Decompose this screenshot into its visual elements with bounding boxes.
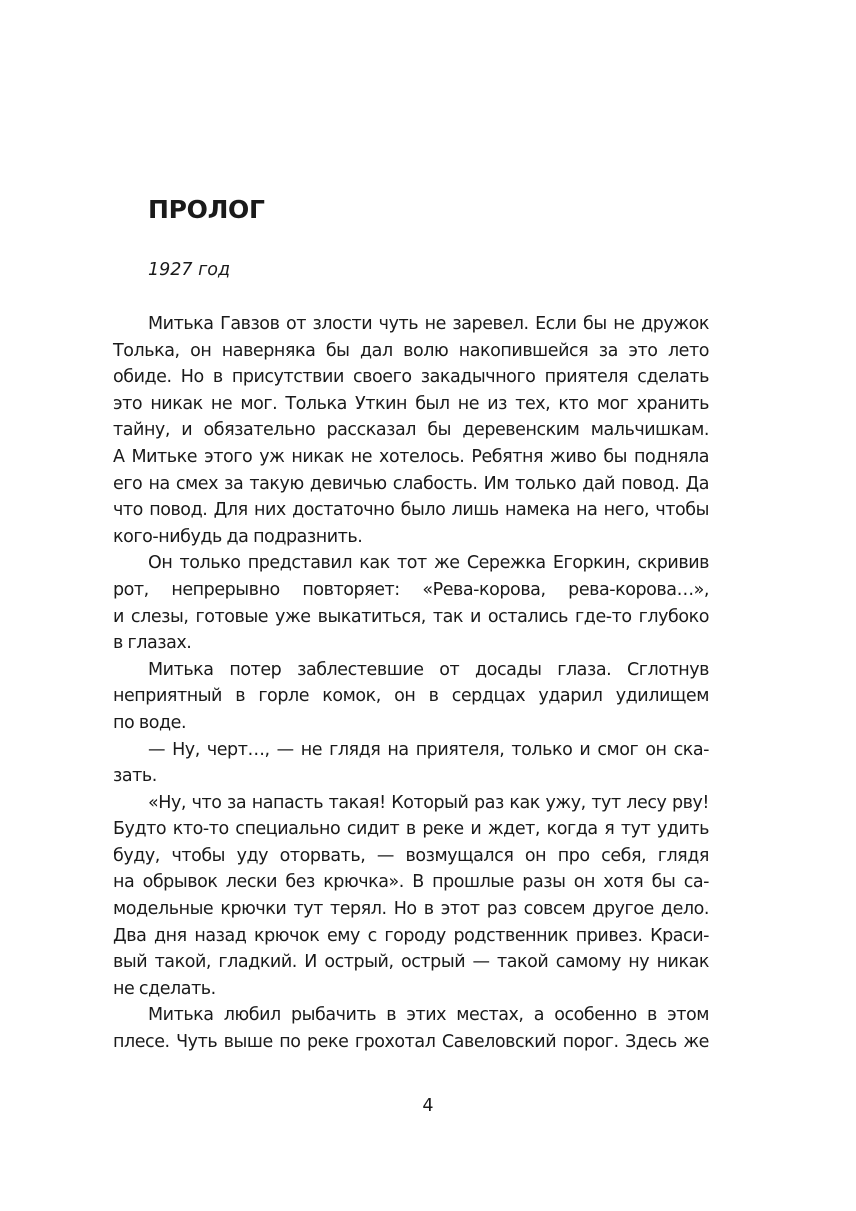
text-line: не сделать.: [113, 978, 216, 999]
paragraph: [113, 311, 709, 550]
paragraph: [113, 1002, 709, 1055]
text-line: и слезы, готовые уже выкатиться, так и остались где-то глубоко: [113, 606, 709, 627]
text-line: это никак не мог. Толька Уткин был не из тех, кто мог хранить: [113, 393, 709, 414]
text-line: Два дня назад крючок ему с городу родственник привез. Краси-: [113, 925, 709, 946]
paragraph: [113, 737, 709, 790]
text-line: А Митьке этого уж никак не хотелось. Ребятня живо бы подняла: [113, 446, 709, 467]
text-line: модельные крючки тут терял. Но в этот раз совсем другое дело.: [113, 899, 709, 920]
text-line: обиде. Но в присутствии своего закадычного приятеля сделать: [113, 367, 709, 388]
text-line: его на смех за такую девичью слабость. Им только дай повод. Да: [113, 473, 709, 494]
text-line: в глазах.: [113, 633, 192, 654]
text-line: Митька Гавзов от злости чуть не заревел. Если бы не дружок: [148, 314, 709, 334]
text-line: по воде.: [113, 712, 187, 733]
text-line: Он только представил как тот же Сережка Егоркин, скривив: [148, 553, 709, 574]
text-line: тайну, и обязательно рассказал бы деревенским мальчишкам.: [113, 420, 709, 441]
text-line: что повод. Для них достаточно было лишь намека на него, чтобы: [113, 500, 709, 521]
text-line: Митька любил рыбачить в этих местах, а особенно в этом: [148, 1005, 709, 1026]
chapter-year: 1927 год: [148, 260, 231, 280]
chapter-title: ПРОЛОГ: [148, 195, 265, 224]
text-line: Толька, он наверняка бы дал волю накопившейся за это лето: [113, 340, 709, 361]
text-line: плесе. Чуть выше по реке грохотал Савеловский порог. Здесь же: [113, 1032, 709, 1053]
text-line: Будто кто-то специально сидит в реке и ждет, когда я тут удить: [113, 819, 709, 840]
paragraph: [113, 657, 709, 737]
page-number: 4: [422, 1096, 434, 1116]
text-line: неприятный в горле комок, он в сердцах ударил удилищем: [113, 686, 709, 707]
paragraph: [113, 790, 709, 1003]
text-line: Митька потер заблестевшие от досады глаза. Сглотнув: [148, 659, 709, 680]
text-line: зать.: [113, 766, 157, 787]
text-line: на обрывок лески без крючка». В прошлые разы он хотя бы са-: [113, 872, 709, 893]
body-text: [113, 311, 709, 1056]
text-line: буду, чтобы уду оторвать, — возмущался он про себя, глядя: [113, 845, 709, 866]
text-line: «Ну, что за напасть такая! Который раз как ужу, тут лесу рву!: [148, 792, 709, 813]
paragraph: [113, 550, 709, 656]
text-line: — Ну, черт…, — не глядя на приятеля, только и смог он ска-: [148, 739, 709, 760]
text-line: вый такой, гладкий. И острый, острый — такой самому ну никак: [113, 952, 709, 973]
text-line: кого-нибудь да подразнить.: [113, 526, 363, 547]
text-line: рот, непрерывно повторяет: «Рева-корова, рева-корова…»,: [113, 579, 709, 600]
